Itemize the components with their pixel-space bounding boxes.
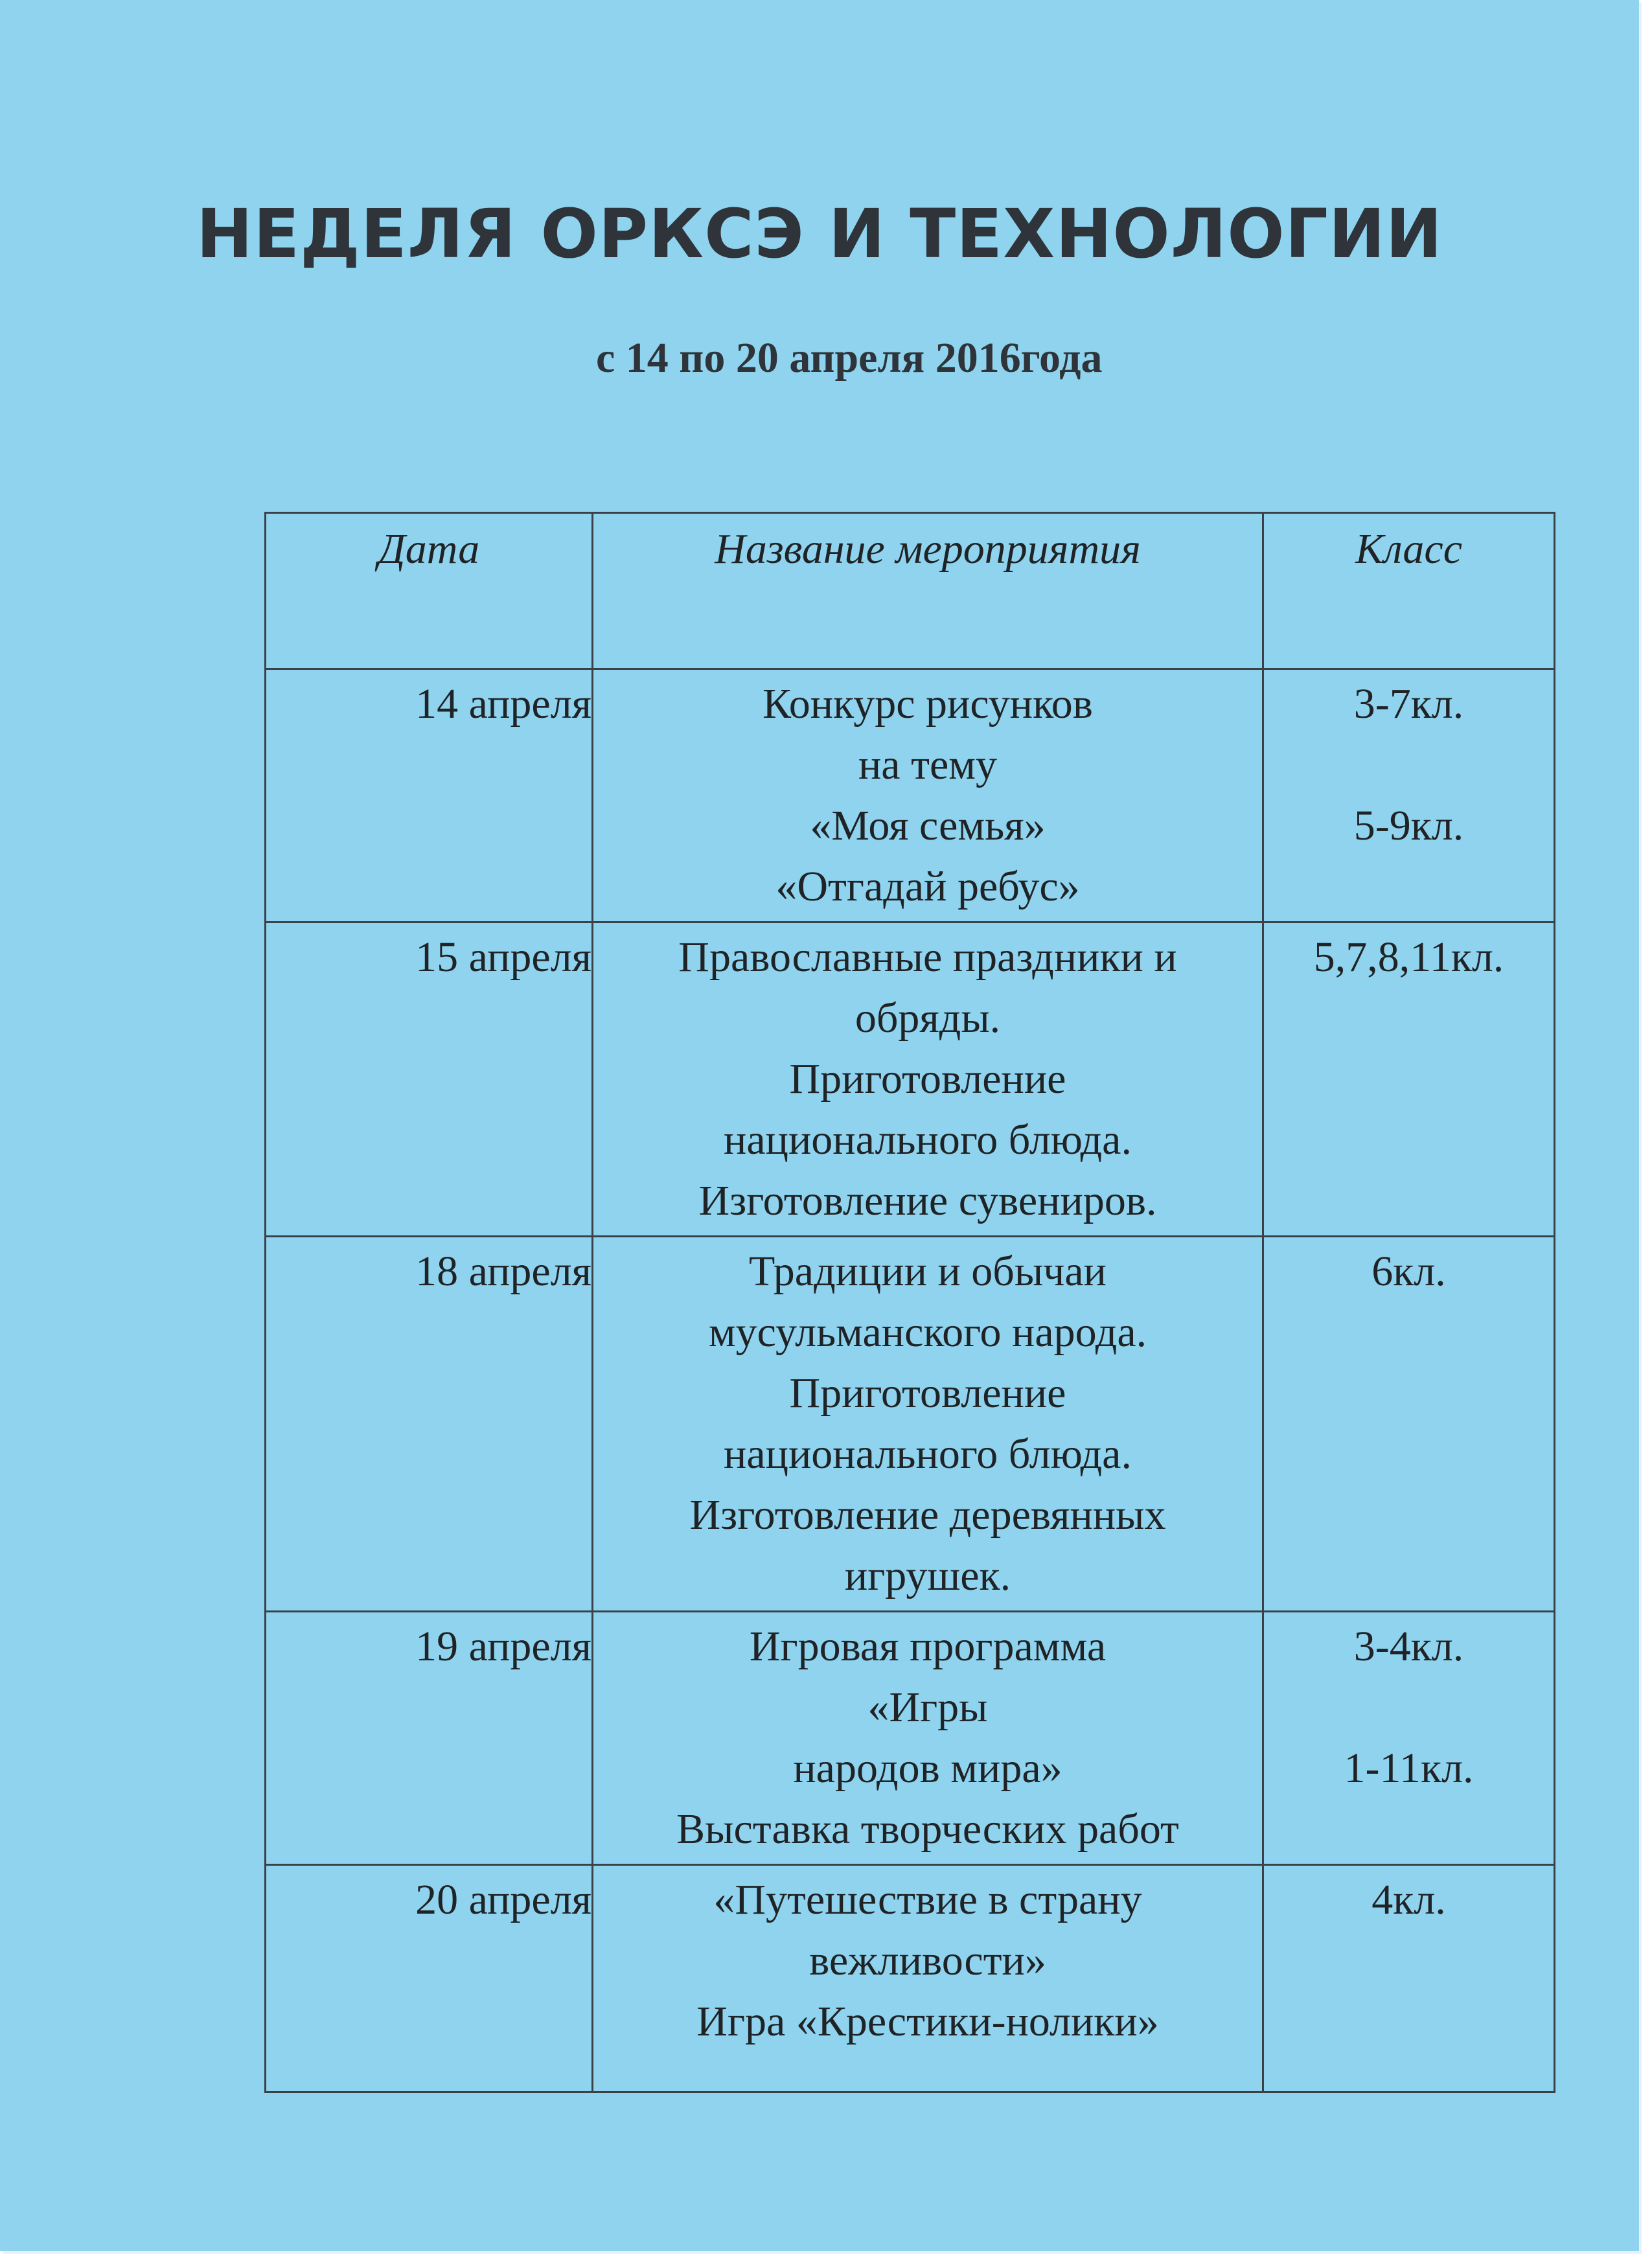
event-line: народов мира» [793, 1745, 1062, 1792]
event-line: «Путешествие в страну [713, 1876, 1142, 1923]
date-range-subtitle: с 14 по 20 апреля 2016года [596, 334, 1103, 382]
event-cell [593, 669, 1263, 922]
table-row [266, 1237, 1555, 1612]
event-line: Приготовление [789, 1055, 1066, 1103]
event-line: Игровая программа [749, 1623, 1107, 1670]
event-line: «Моя семья» [810, 802, 1046, 849]
class-cell [1263, 1237, 1555, 1612]
class-text: 6кл. [1371, 1248, 1446, 1295]
event-line: Православные праздники и [678, 934, 1177, 981]
event-line: Изготовление деревянных [689, 1491, 1166, 1539]
date-cell [266, 1865, 593, 2092]
event-line: вежливости» [809, 1937, 1046, 1984]
page-title: НЕДЕЛЯ ОРКСЭ И ТЕХНОЛОГИИ [196, 194, 1443, 273]
table-row [266, 669, 1555, 922]
class-cell [1263, 1865, 1555, 2092]
table-row [266, 1612, 1555, 1865]
event-line: национального блюда. [724, 1116, 1132, 1163]
class-text: 3-4кл. [1353, 1623, 1464, 1670]
event-line: Традиции и обычаи [748, 1248, 1107, 1295]
event-line: Игра «Крестики-нолики» [696, 1998, 1159, 2045]
date-text: 14 апреля [415, 680, 591, 727]
event-line: обряды. [855, 994, 1001, 1042]
date-text: 18 апреля [415, 1248, 591, 1295]
class-text: 4кл. [1371, 1876, 1446, 1923]
date-text: 19 апреля [415, 1623, 591, 1670]
event-line: Приготовление [789, 1369, 1066, 1417]
event-line: на тему [858, 741, 998, 788]
class-cell [1263, 669, 1555, 922]
event-line: Конкурс рисунков [763, 680, 1093, 727]
date-text: 15 апреля [415, 934, 591, 981]
event-line: Изготовление сувениров. [698, 1177, 1157, 1224]
column-header-event: Название мероприятия [593, 513, 1263, 669]
table-row [266, 922, 1555, 1237]
event-line: мусульманского народа. [708, 1309, 1147, 1356]
date-cell [266, 922, 593, 1237]
class-text: 1-11кл. [1344, 1745, 1474, 1792]
event-line: Выставка творческих работ [676, 1805, 1179, 1853]
class-cell [1263, 1612, 1555, 1865]
event-line: игрушек. [844, 1552, 1011, 1599]
class-cell [1263, 922, 1555, 1237]
event-cell [593, 1612, 1263, 1865]
event-cell [593, 1237, 1263, 1612]
date-text: 20 апреля [415, 1876, 591, 1923]
class-text: 5-9кл. [1353, 802, 1464, 849]
event-line: национального блюда. [724, 1430, 1132, 1478]
event-line: «Игры [867, 1684, 988, 1731]
class-text: 3-7кл. [1353, 680, 1464, 727]
table-row [266, 1865, 1555, 2092]
event-line: «Отгадай ребус» [775, 863, 1080, 910]
column-header-date: Дата [266, 513, 593, 669]
event-cell [593, 1865, 1263, 2092]
schedule-table [264, 512, 1555, 2093]
date-cell [266, 669, 593, 922]
date-cell [266, 1237, 593, 1612]
column-header-class: Класс [1263, 513, 1555, 669]
event-cell [593, 922, 1263, 1237]
class-text: 5,7,8,11кл. [1313, 934, 1504, 981]
table-header-row [266, 513, 1555, 669]
date-cell [266, 1612, 593, 1865]
